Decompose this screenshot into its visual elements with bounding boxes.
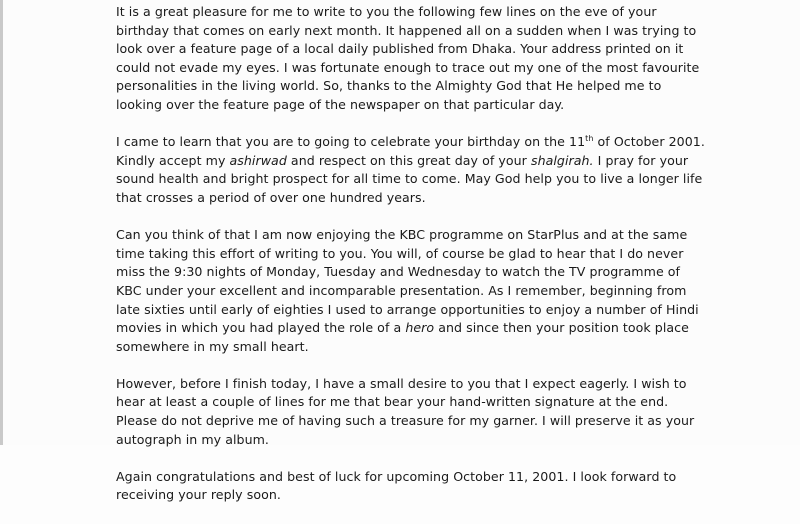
text-segment: I pray for your (593, 152, 689, 168)
text-segment: and since then your position took place (434, 320, 689, 336)
paragraph-4 (116, 375, 776, 449)
text-line: hear at least a couple of lines for me that bear your hand-written signature at the end. (116, 394, 669, 410)
text-line: sound health and bright prospect for all time to come. May God help you to live a longer life (116, 171, 703, 187)
text-line: KBC under your excellent and incomparable presentation. As I remember, beginning from (116, 282, 687, 298)
text-line: looking over the feature page of the newspaper on that particular day. (116, 96, 565, 112)
text-line: look over a feature page of a local daily published from Dhaka. Your address printed on it (116, 41, 684, 57)
text-line: time taking this effort of writing to you. You will, of course be glad to hear that I do never (116, 245, 684, 261)
text-line: miss the 9:30 nights of Monday, Tuesday and Wednesday to watch the TV programme of (116, 264, 681, 280)
text-line: that crosses a period of over one hundred years. (116, 189, 426, 205)
text-segment: Kindly accept my (116, 152, 230, 168)
text-line: birthday that comes on early next month. It happened all on a sudden when I was trying to (116, 22, 697, 38)
scan-edge (0, 0, 3, 445)
text-line: somewhere in my small heart. (116, 338, 309, 354)
text-line (116, 319, 776, 338)
letter-body (116, 3, 776, 524)
text-line (116, 152, 776, 171)
italic-word-shalgirah: shalgirah. (530, 152, 594, 168)
text-line: Again congratulations and best of luck for upcoming October 11, 2001. I look forward to (116, 468, 677, 484)
text-line: receiving your reply soon. (116, 487, 281, 503)
text-segment: I came to learn that you are to going to celebrate your birthday on the 11 (116, 134, 586, 150)
text-line: could not evade my eyes. I was fortunate enough to trace out my one of the most favourite (116, 59, 700, 75)
paragraph-5 (116, 468, 776, 505)
text-line: It is a great pleasure for me to write to you the following few lines on the eve of your (116, 4, 657, 19)
paragraph-3 (116, 226, 776, 356)
italic-word-hero: hero (405, 320, 435, 336)
ordinal-suffix: th (585, 134, 594, 144)
text-line: Can you think of that I am now enjoying the KBC programme on StarPlus and at the same (116, 227, 688, 243)
text-line: late sixties until early of eighties I used to arrange opportunities to enjoy a number of Hindi (116, 301, 699, 317)
text-line (116, 133, 776, 152)
text-line: personalities in the living world. So, thanks to the Almighty God that He helped me to (116, 78, 662, 94)
text-line: Please do not deprive me of having such a treasure for my garner. I will preserve it as your (116, 413, 695, 429)
text-line: autograph in my album. (116, 431, 269, 447)
italic-word-ashirwad: ashirwad (229, 152, 287, 168)
paragraph-1 (116, 3, 776, 115)
paragraph-2 (116, 133, 776, 207)
text-segment: movies in which you had played the role of a (116, 320, 406, 336)
text-line: However, before I finish today, I have a small desire to you that I expect eagerly. I wish to (116, 375, 687, 391)
text-segment: and respect on this great day of your (286, 152, 531, 168)
text-segment: of October 2001. (593, 134, 705, 150)
